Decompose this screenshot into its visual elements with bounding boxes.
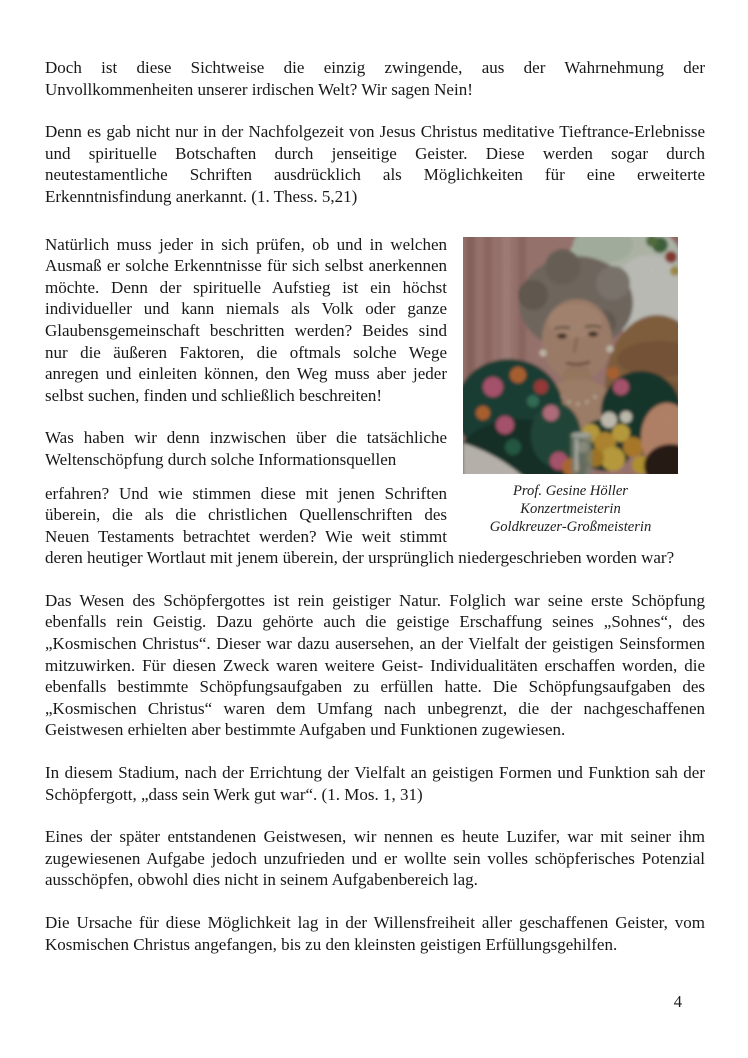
paragraph-sichtweise: Doch ist diese Sichtweise die einzig zwingende, aus der Wahrnehmung der Unvollkommenheiten unserer irdischen Welt? Wir sagen Nein! [45,58,705,99]
paragraph-wesen: Das Wesen des Schöpfergottes ist rein geistiger Natur. Folglich war seine erste Schöpfung ebenfalls rein Geistig. Dazu gehörte auch die geistige Erschaffung seines „Sohnes“, des „Kosmischen Christus“. Dieser war dazu ausersehen, an der Vielfalt der geistigen Seinsformen mitzuwirken. Für diesen Zweck waren weitere Geist- Individualitäten erschaffen worden, die ebenfalls bestimmte Schöpfungsaufgaben zu erfüllen hatte. Die Schöpfungsaufgaben des „Kosmischen Christus“ waren dem Umfang nach unbegrenzt, die der nachgeschaffenen Geistwesen erhielten aber bestimmte Aufgaben und Funktionen zugewiesen. [45,590,705,740]
paragraph-luzifer: Eines der später entstandenen Geistwesen, wir nennen es heute Luzifer, war mit seiner ihm zugewiesenen Aufgabe jedoch unzufrieden und er wollte sein volles schöpferisches Potenzial ausschöpfen, obwohl dies nicht in seinem Aufgabenbereich lag. [45,827,705,890]
paragraph-stadium: In diesem Stadium, nach der Errichtung der Vielfalt an geistigen Formen und Funktion sah der Schöpfergott, „dass sein Werk gut war“. (1. Mos. 1, 31) [45,763,705,804]
paragraph-was-haben: Was haben wir denn inzwischen über die tatsächliche Weltenschöpfung durch solche Informationsquellen [45,428,447,469]
caption-line-title2: Goldkreuzer-Großmeisterin [489,518,652,535]
page-number: 4 [673,992,682,1011]
paragraph-ursache: Die Ursache für diese Möglichkeit lag in der Willensfreiheit aller geschaffenen Geister, vom Kosmischen Christus angefangen, bis zu den kleinsten geistigen Erfüllungsgehilfen. [45,913,705,954]
caption-line-title1: Konzertmeisterin [520,500,621,517]
paragraph-erfahren: erfahren? Und wie stimmen diese mit jenen Schriften überein, die als die christlichen Quellenschriften des Neuen Testaments betrachtet werden? Wie weit stimmt deren heutiger Wortlaut mit jenem überein, der ursprünglich niedergeschrieben worden war? [45,483,675,568]
caption-line-name: Prof. Gesine Höller [513,482,628,499]
portrait-photo [463,237,678,474]
paragraph-nachfolgezeit: Denn es gab nicht nur in der Nachfolgezeit von Jesus Christus meditative Tieftrance-Erlebnisse und spirituelle Botschaften durch jenseitige Geister. Diese werden sogar durch neutestamentliche Schriften ausdrücklich als Möglichkeiten für eine erweiterte Erkenntnisfindung anerkannt. (1. Thess. 5,21) [45,122,705,206]
portrait-figure [463,237,678,536]
paragraph-pruefen: Natürlich muss jeder in sich prüfen, ob und in welchen Ausmaß er solche Erkenntnisse für sich selbst anerkennen möchte. Denn der spirituelle Aufstieg ist ein höchst individueller und kann niemals als Volk oder ganze Glaubensgemeinschaft beschritten werden? Beides sind nur die äußeren Faktoren, die oftmals solche Wege anregen und einleiten können, den Weg muss aber jeder selbst suchen, finden und schließlich beschreiten! [45,234,447,405]
photo-caption [463,482,678,536]
